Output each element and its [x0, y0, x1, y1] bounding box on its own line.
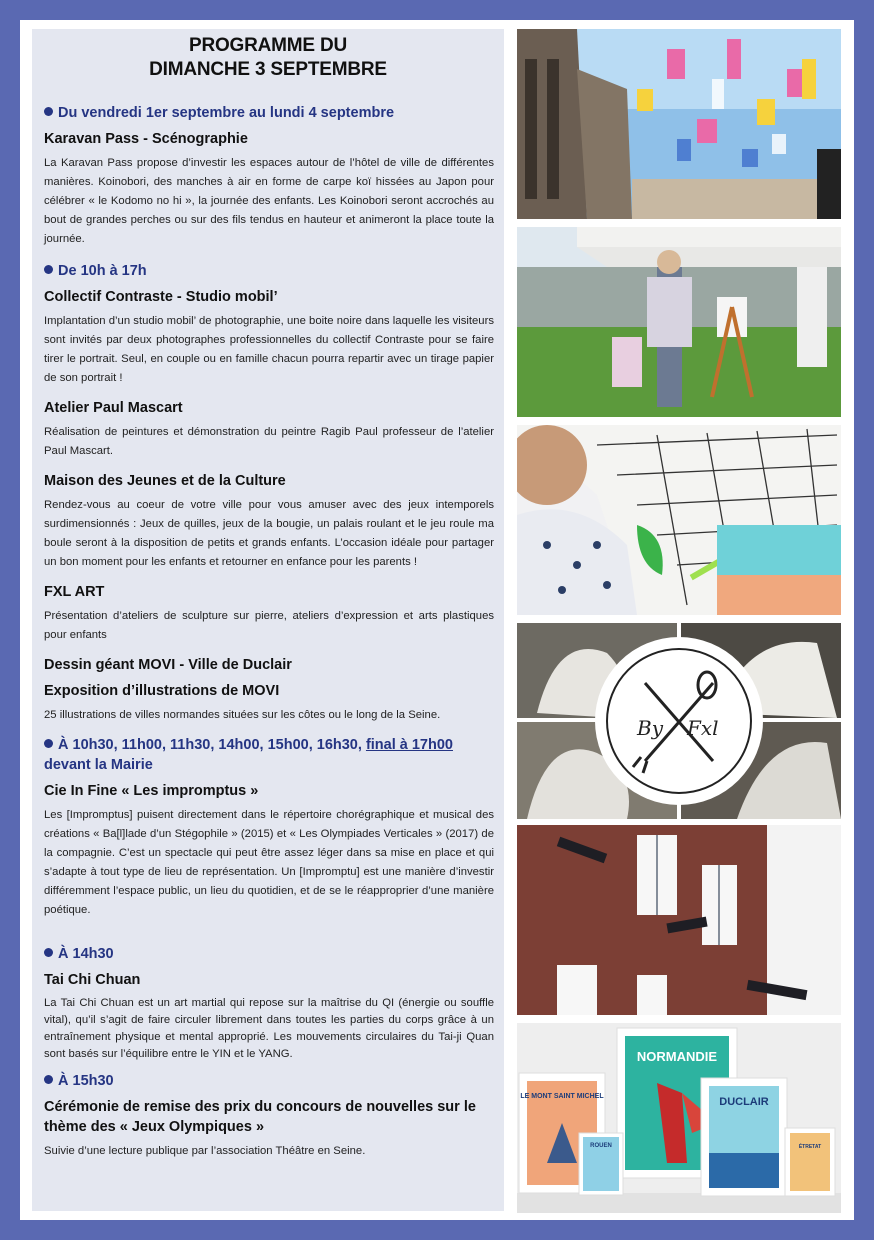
schedule-time-text: Du vendredi 1er septembre au lundi 4 septembre	[58, 105, 395, 121]
page-title	[32, 34, 504, 82]
photo-dancers	[517, 825, 841, 1015]
schedule-time-text: À 14h30	[58, 946, 114, 962]
event-title: FXL ART	[44, 584, 105, 600]
bullet-icon	[44, 265, 53, 274]
event-description: Présentation d’ateliers de sculpture sur pierre, ateliers d’expression et arts plastiques pour enfants	[44, 610, 494, 641]
bullet-icon	[44, 1075, 53, 1084]
title-line-1: PROGRAMME DU	[188, 35, 348, 56]
event-title: Tai Chi Chuan	[44, 972, 141, 988]
photo-giant-drawing	[517, 425, 841, 615]
event-description: Rendez-vous au coeur de votre ville pour vous amuser avec des jeux intemporels surdimensionnés : Jeux de quilles, jeux de la bougie, un palais roulant et le jeu roule ma boule seront à la disposition de petits et grands enfants. L’occasion idéale pour partager un bon moment pour les enfants et retourner en enfance pour les parents !	[44, 499, 494, 568]
photo-painter	[517, 227, 841, 417]
schedule-time-text: À 10h30, 11h00, 11h30, 14h00, 15h00, 16h30,	[58, 737, 362, 753]
photo-koinobori	[517, 29, 841, 219]
schedule-time	[44, 261, 494, 281]
event-title: Dessin géant MOVI - Ville de Duclair	[44, 657, 292, 673]
schedule-time	[44, 1071, 494, 1091]
event-title: Atelier Paul Mascart	[44, 400, 183, 416]
event-title: Cérémonie de remise des prix du concours de nouvelles sur le thème des « Jeux Olympiques »	[44, 1099, 476, 1135]
bullet-icon	[44, 948, 53, 957]
poster-duclair-title: DUCLAIR	[719, 1096, 769, 1108]
poster-rouen-title: ROUEN	[590, 1143, 612, 1149]
bullet-icon	[44, 739, 53, 748]
programme-content	[44, 103, 494, 1161]
schedule-time-text: De 10h à 17h	[58, 263, 147, 279]
schedule-time-final: final à 17h00	[365, 737, 453, 753]
logo-by-text: By	[637, 716, 663, 740]
programme-panel	[32, 29, 504, 1211]
page	[20, 20, 854, 1220]
photo-sculptures	[517, 623, 841, 819]
event-title: Exposition d’illustrations de MOVI	[44, 683, 280, 699]
event-description: La Tai Chi Chuan est un art martial qui repose sur la maîtrise du QI (énergie ou souffle vital), qu’il s’agit de faire circuler librement dans toutes les parties du corps grâce à un entraînement physique et mental approprié. Les mouvements circulaires du Tai-ji Quan sont basés sur l’équilibre entre le YIN et le YANG.	[44, 997, 494, 1060]
bullet-icon	[44, 107, 53, 116]
poster-small-title: ÉTRETAT	[798, 1144, 822, 1150]
event-description: Les [Impromptus] puisent directement dans le répertoire chorégraphique et musical des créations « Ba[l]lade d’un Stégophile » (2015) et « Les Olympiades Verticales » (2017) de la compagnie. C’est un spectacle qui peut être assez léger dans sa mise en place et qui s’adapte à tout type de lieu de représentation. Un [Impromptu] est une manière d’investir différemment l’espace public, un lieu du quotidien, et de se le réapproprier d’une manière poétique.	[44, 809, 494, 916]
title-line-2: DIMANCHE 3 SEPTEMBRE	[149, 59, 387, 80]
event-title: Maison des Jeunes et de la Culture	[44, 473, 286, 489]
logo-fxl-text: Fxl	[687, 716, 719, 740]
event-description: Implantation d’un studio mobil’ de photographie, une boite noire dans laquelle les visiteurs sont invités par deux photographes professionnelles du collectif Contraste pour se faire tirer le portrait. Seul, en couple ou en famille chacun pourra repartir avec un tirage papier de son portrait !	[44, 315, 494, 384]
schedule-time	[44, 103, 494, 123]
schedule-time	[44, 735, 494, 775]
event-title: Collectif Contraste - Studio mobil’	[44, 289, 278, 305]
event-description: Réalisation de peintures et démonstration du peintre Ragib Paul professeur de l’atelier Paul Mascart.	[44, 426, 494, 457]
poster-mont-title: LE MONT SAINT MICHEL	[520, 1093, 604, 1100]
schedule-time	[44, 944, 494, 964]
event-description: Suivie d’une lecture publique par l’association Théâtre en Seine.	[44, 1145, 366, 1157]
poster-normandie-title: NORMANDIE	[636, 1049, 718, 1064]
schedule-time-text: À 15h30	[58, 1073, 114, 1089]
event-title: Cie In Fine « Les impromptus »	[44, 783, 259, 799]
schedule-location: devant la Mairie	[44, 757, 153, 773]
event-description: 25 illustrations de villes normandes situées sur les côtes ou le long de la Seine.	[44, 709, 441, 721]
event-title: Karavan Pass - Scénographie	[44, 131, 248, 147]
event-description: La Karavan Pass propose d’investir les espaces autour de l’hôtel de ville de différentes manières. Koinobori, des manches à air en forme de carpe koï hissées au Japon pour célébrer « le Kodomo no hi », la journée des enfants. Les Koinobori seront accrochés au bout de grandes perches ou sur des fils tendus en hauteur et animeront la place toute la journée.	[44, 157, 494, 245]
photo-posters	[517, 1023, 841, 1213]
